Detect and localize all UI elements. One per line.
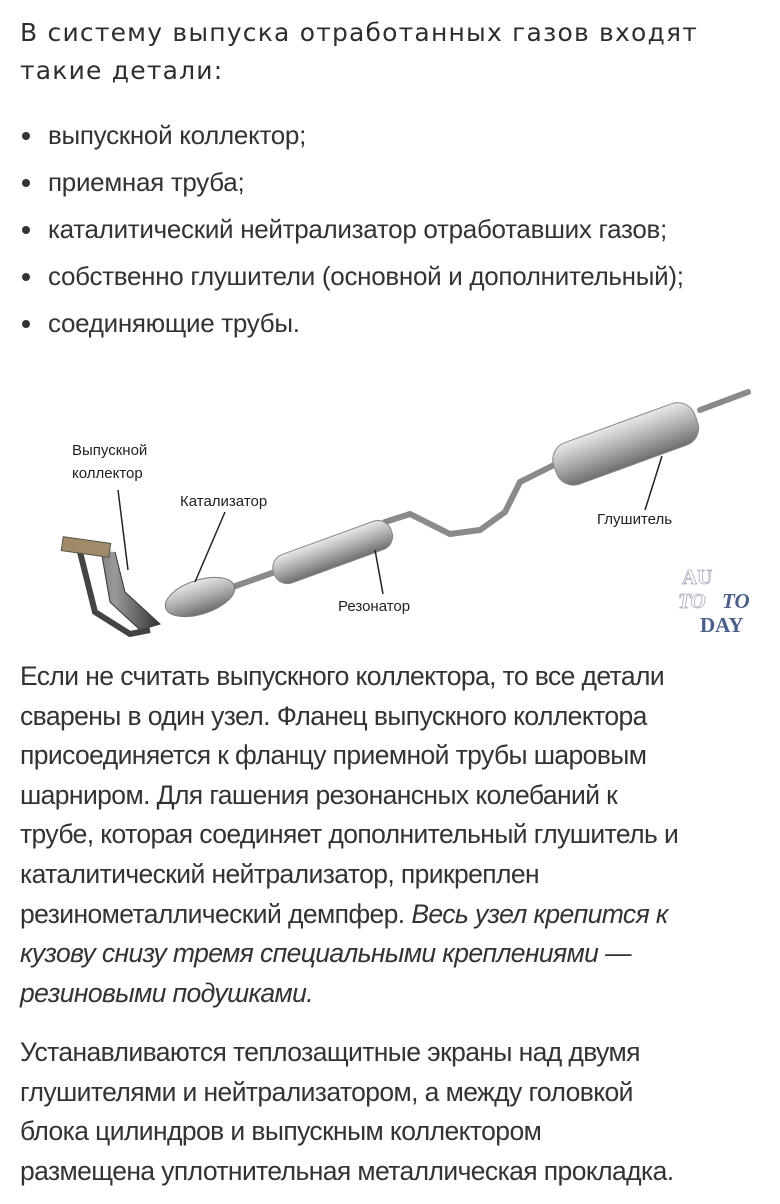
- heading-line: В систему выпуска отработанных газов входят: [20, 18, 698, 47]
- list-item-text: соединяющие трубы.: [48, 308, 300, 338]
- label-exhaust-manifold: Выпускной: [72, 442, 148, 459]
- italic-text: резиновыми подушками.: [20, 977, 313, 1008]
- section-heading: [20, 14, 698, 90]
- watermark-text: TO: [678, 589, 706, 613]
- paragraph-1: [20, 657, 678, 1013]
- bullet-icon: [22, 226, 30, 234]
- label-muffler: Глушитель: [597, 511, 673, 528]
- text-line: Устанавливаются теплозащитные экраны над двумя: [20, 1037, 640, 1067]
- text-line: Если не считать выпускного коллектора, то все детали: [20, 661, 665, 691]
- text-line: блока цилиндров и выпускным коллектором: [20, 1116, 542, 1147]
- exhaust-manifold: [61, 537, 160, 634]
- watermark-text: AU: [682, 565, 713, 589]
- paragraph-2: [20, 1033, 673, 1191]
- italic-text: кузову снизу тремя специальными креплениями —: [20, 938, 631, 969]
- bullet-icon: [22, 273, 30, 281]
- text-line: присоединяется к фланцу приемной трубы шаровым: [20, 740, 647, 771]
- heading-line: такие детали:: [20, 56, 224, 85]
- catalytic-converter: [161, 570, 240, 625]
- list-item-text: приемная труба;: [48, 167, 245, 197]
- watermark-text: TO: [722, 589, 750, 613]
- text-line: каталитический нейтрализатор, прикреплен: [20, 858, 540, 889]
- watermark-logo: [678, 565, 750, 637]
- list-item: [0, 206, 684, 253]
- bullet-icon: [22, 132, 30, 140]
- list-item: [0, 253, 684, 300]
- resonator: [269, 517, 397, 588]
- watermark-text: DAY: [700, 613, 744, 637]
- label-catalyst: Катализатор: [180, 493, 268, 510]
- label-exhaust-manifold: коллектор: [72, 465, 143, 482]
- text-line: [20, 934, 678, 974]
- bullet-icon: [22, 179, 30, 187]
- list-item-text: собственно глушители (основной и дополнительный);: [48, 261, 684, 291]
- text-line: глушителями и нейтрализатором, а между головкой: [20, 1076, 633, 1107]
- list-item: [0, 112, 684, 159]
- bullet-icon: [22, 320, 30, 328]
- list-item: [0, 300, 684, 347]
- parts-list: [0, 112, 684, 347]
- muffler: [548, 398, 704, 491]
- text-span: резинометаллический демпфер.: [20, 898, 412, 929]
- label-resonator: Резонатор: [338, 598, 411, 615]
- list-item-text: выпускной коллектор;: [48, 120, 307, 150]
- text-line: сварены в один узел. Фланец выпускного коллектора: [20, 700, 647, 731]
- text-line: шарниром. Для гашения резонансных колебаний к: [20, 779, 618, 810]
- italic-text: Весь узел крепится к: [411, 898, 668, 929]
- text-line: трубе, которая соединяет дополнительный глушитель и: [20, 819, 679, 850]
- text-line: [20, 974, 678, 1014]
- text-line: размещена уплотнительная металлическая прокладка.: [20, 1155, 674, 1186]
- exhaust-system-diagram: [0, 362, 780, 650]
- list-item: [0, 159, 684, 206]
- list-item-text: каталитический нейтрализатор отработавших газов;: [48, 214, 667, 244]
- text-line: [20, 895, 678, 935]
